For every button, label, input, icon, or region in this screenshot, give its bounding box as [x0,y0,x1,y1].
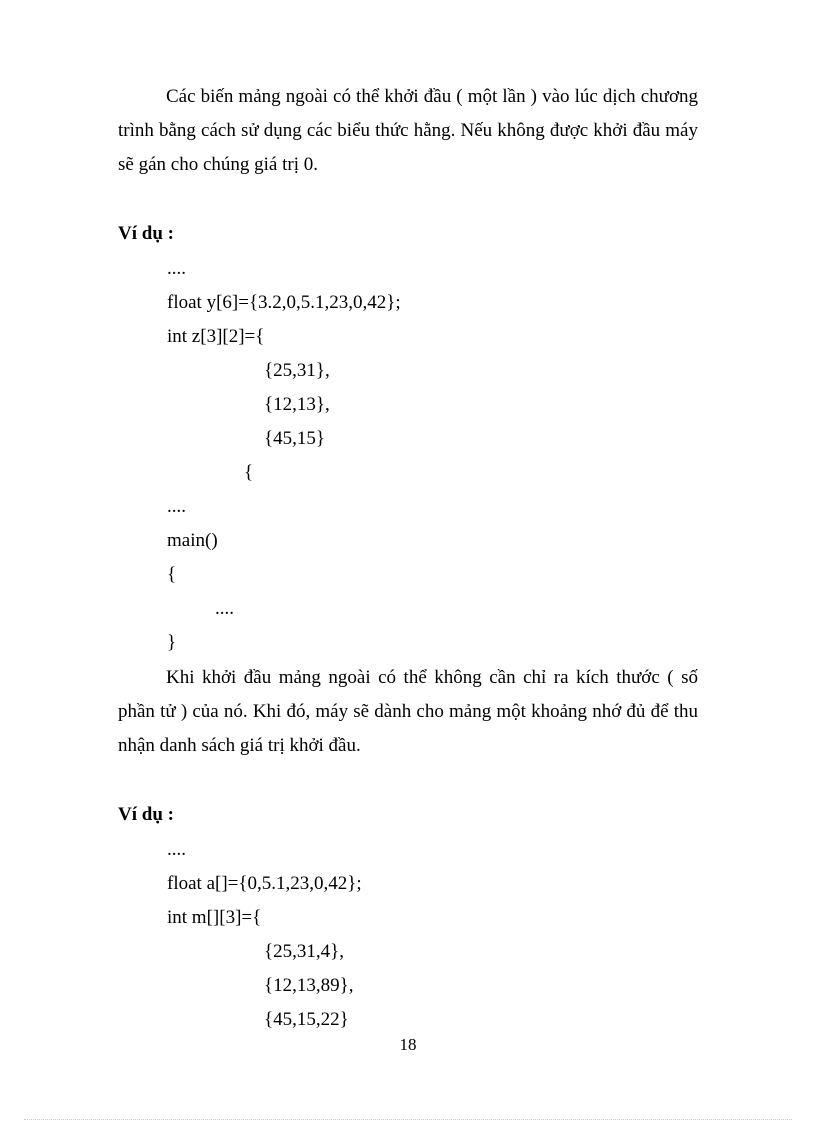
example-heading-1: Ví dụ : [118,223,174,244]
paragraph-size-text: Khi khởi đầu mảng ngoài có thể không cần chỉ ra kích thước ( số phần tử ) của nó. Khi đó, máy sẽ dành cho mảng một khoảng nhớ đủ để thu nhận danh sách giá trị khởi đầu. [118,667,698,756]
code-line: {25,31,4}, [264,941,344,962]
code-line: .... [167,496,186,517]
page-bottom-divider [24,1119,792,1120]
code-line: float y[6]={3.2,0,5.1,23,0,42}; [167,292,401,313]
paragraph-intro [118,80,698,182]
example-heading-2: Ví dụ : [118,804,174,825]
code-line: {25,31}, [264,360,330,381]
code-line: main() [167,530,218,551]
code-line: .... [215,598,234,619]
code-line: .... [167,839,186,860]
paragraph-size [118,661,698,763]
code-line: } [167,632,177,653]
code-line: float a[]={0,5.1,23,0,42}; [167,873,362,894]
paragraph-intro-text: Các biến mảng ngoài có thể khởi đầu ( một lần ) vào lúc dịch chương trình bằng cách sử dụng các biểu thức hằng. Nếu không được khởi đầu máy sẽ gán cho chúng giá trị 0. [118,86,698,175]
code-line: {12,13}, [264,394,330,415]
code-line: .... [167,258,186,279]
code-line: {45,15,22} [264,1009,349,1030]
code-line: {45,15} [264,428,325,449]
code-line: { [167,564,177,585]
code-line: int z[3][2]={ [167,326,265,347]
code-line: {12,13,89}, [264,975,354,996]
code-line: { [244,462,254,483]
code-line: int m[][3]={ [167,907,262,928]
page-number: 18 [399,1035,417,1054]
